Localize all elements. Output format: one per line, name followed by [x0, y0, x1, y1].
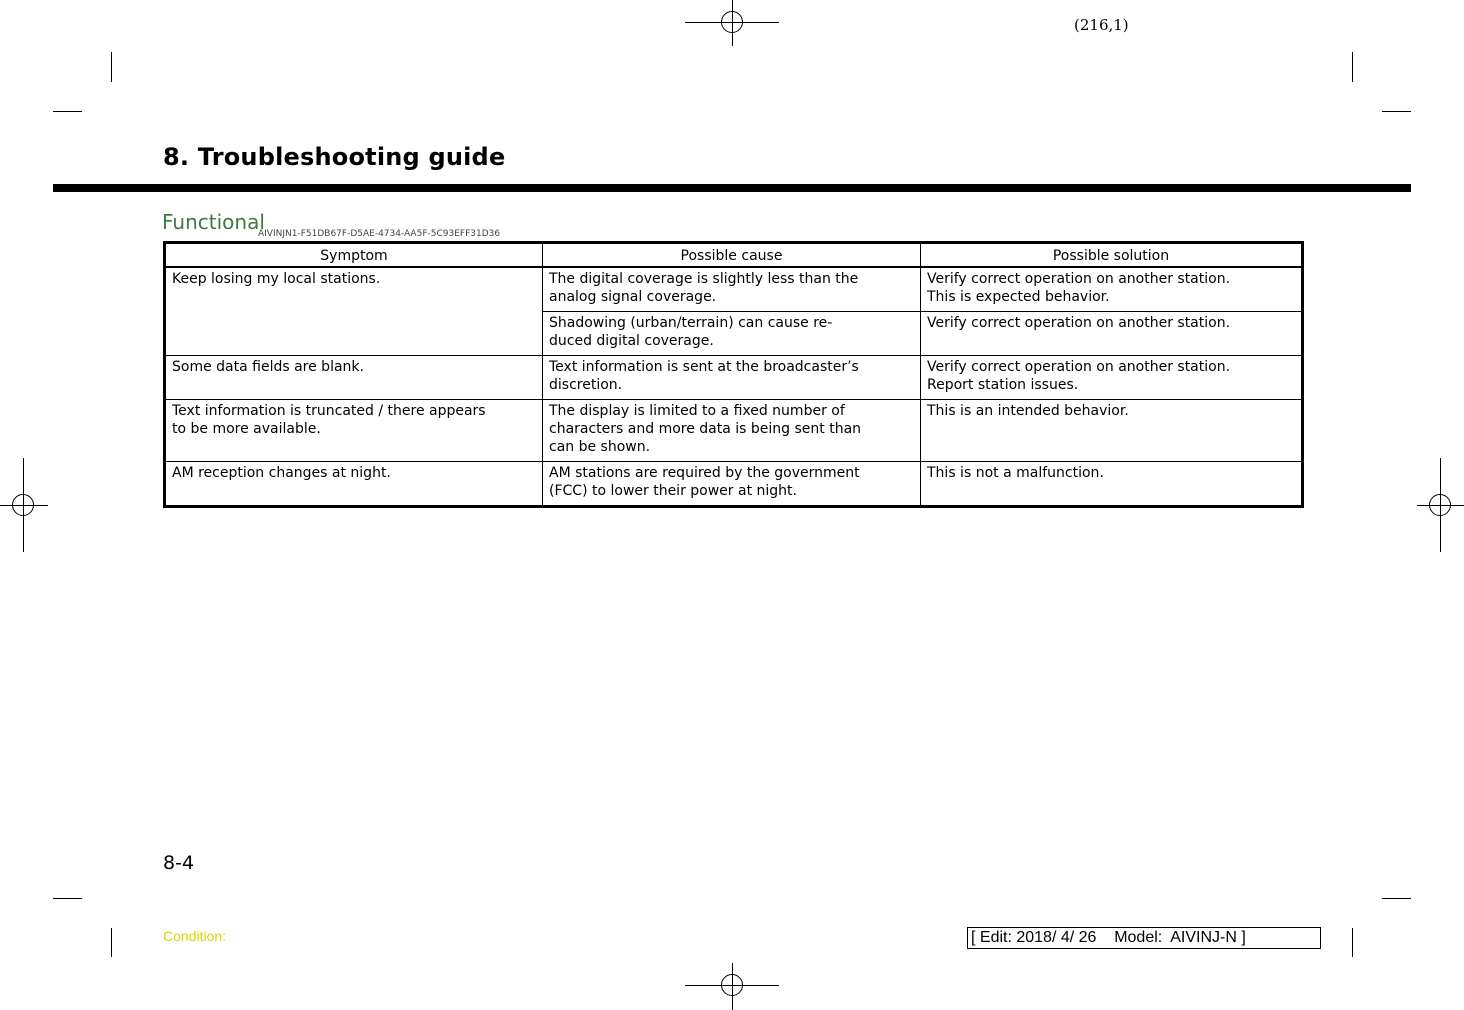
- symptom-cell: Some data fields are blank.: [165, 356, 543, 400]
- page-number: 8-4: [163, 852, 195, 874]
- column-header-symptom: Symptom: [165, 243, 543, 268]
- section-id: AIVINJN1-F51DB67F-D5AE-4734-AA5F-5C93EFF31D36: [258, 229, 501, 239]
- condition-label: Condition:: [163, 928, 227, 944]
- solution-cell: This is an intended behavior.: [921, 400, 1303, 462]
- page-code: (216,1): [1074, 16, 1129, 34]
- cause-cell: AM stations are required by the government (FCC) to lower their power at night.: [543, 462, 921, 507]
- cause-cell: The digital coverage is slightly less than the analog signal coverage.: [543, 267, 921, 312]
- column-header-solution: Possible solution: [921, 243, 1303, 268]
- troubleshooting-table: [163, 241, 1304, 508]
- table-header-row: [165, 243, 1303, 268]
- symptom-cell: Text information is truncated / there appears to be more available.: [165, 400, 543, 462]
- chapter-rule: [53, 184, 1411, 192]
- solution-cell: This is not a malfunction.: [921, 462, 1303, 507]
- table-row: [165, 400, 1303, 462]
- symptom-cell: Keep losing my local stations.: [165, 267, 543, 356]
- solution-cell: Verify correct operation on another station.: [921, 312, 1303, 356]
- section-title: Functional: [162, 210, 265, 234]
- symptom-cell: AM reception changes at night.: [165, 462, 543, 507]
- cause-cell: Text information is sent at the broadcaster’s discretion.: [543, 356, 921, 400]
- edit-info-box: [ Edit: 2018/ 4/ 26 Model: AIVINJ-N ]: [967, 927, 1321, 949]
- chapter-title: 8. Troubleshooting guide: [163, 143, 506, 171]
- column-header-cause: Possible cause: [543, 243, 921, 268]
- table-row: [165, 462, 1303, 507]
- table-row: [165, 356, 1303, 400]
- cause-cell: The display is limited to a fixed number of characters and more data is being sent than can be shown.: [543, 400, 921, 462]
- solution-cell: Verify correct operation on another station. This is expected behavior.: [921, 267, 1303, 312]
- table-row: [165, 267, 1303, 312]
- solution-cell: Verify correct operation on another station. Report station issues.: [921, 356, 1303, 400]
- cause-cell: Shadowing (urban/terrain) can cause re- duced digital coverage.: [543, 312, 921, 356]
